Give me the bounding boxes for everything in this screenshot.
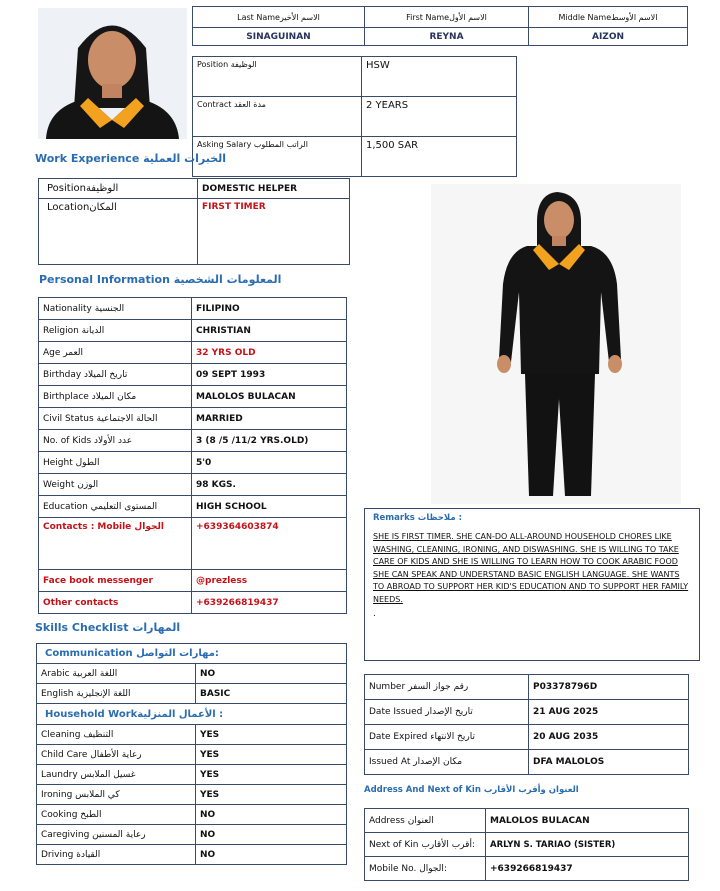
height-value: 5'0 bbox=[192, 452, 347, 474]
ironing-label: Ironing كي الملابس bbox=[37, 785, 196, 805]
date-issued-value: 21 AUG 2025 bbox=[529, 700, 689, 725]
height-label: Height الطول bbox=[39, 452, 192, 474]
address-title: Address And Next of Kin العنوان وأقرب الأقارب bbox=[364, 785, 579, 795]
work-position-label: Positionالوظيفة bbox=[39, 179, 198, 199]
cooking-value: NO bbox=[196, 805, 347, 825]
salary-label: Asking Salary الراتب المطلوب bbox=[193, 137, 362, 177]
salary-value: 1,500 SAR bbox=[362, 137, 517, 177]
address-table bbox=[364, 808, 689, 881]
skills-title: Skills Checklist المهارات bbox=[35, 621, 181, 634]
civil-status-label: Civil Status الحالة الاجتماعية bbox=[39, 408, 192, 430]
other-contacts-label: Other contacts bbox=[39, 592, 192, 614]
first-name-label: First Nameالاسم الأول bbox=[365, 7, 529, 28]
nationality-label: Nationality الجنسية bbox=[39, 298, 192, 320]
driving-value: NO bbox=[196, 845, 347, 865]
last-name-value: SINAGUINAN bbox=[193, 28, 365, 46]
passport-number-value: P03378796D bbox=[529, 675, 689, 700]
age-label: Age العمر bbox=[39, 342, 192, 364]
birthday-label: Birthday تاريخ الميلاد bbox=[39, 364, 192, 386]
middle-name-value: AIZON bbox=[529, 28, 688, 46]
remarks-extra: . bbox=[373, 609, 376, 619]
household-title: Household Workالأعمال المنزلية : bbox=[37, 704, 347, 725]
work-experience-title: Work Experience الخبرات العملية bbox=[35, 152, 227, 165]
caregiving-value: NO bbox=[196, 825, 347, 845]
middle-name-label: Middle Nameالاسم الأوسط bbox=[529, 7, 688, 28]
cleaning-label: Cleaning التنظيف bbox=[37, 725, 196, 745]
english-value: BASIC bbox=[196, 684, 347, 704]
cooking-label: Cooking الطبخ bbox=[37, 805, 196, 825]
first-name-value: REYNA bbox=[365, 28, 529, 46]
work-location-value: FIRST TIMER bbox=[198, 199, 350, 265]
arabic-value: NO bbox=[196, 664, 347, 684]
date-expired-label: Date Expired تاريخ الانتهاء bbox=[365, 725, 529, 750]
education-label: Education المستوى التعليمي bbox=[39, 496, 192, 518]
caregiving-label: Caregiving رعاية المسنين bbox=[37, 825, 196, 845]
passport-table bbox=[364, 674, 689, 775]
headshot-photo bbox=[38, 8, 187, 139]
birthday-value: 09 SEPT 1993 bbox=[192, 364, 347, 386]
name-table bbox=[192, 6, 688, 46]
contract-value: 2 YEARS bbox=[362, 97, 517, 137]
communication-title: Communication مهارات التواصل: bbox=[37, 644, 347, 664]
driving-label: Driving القيادة bbox=[37, 845, 196, 865]
ironing-value: YES bbox=[196, 785, 347, 805]
address-label: Address العنوان bbox=[365, 809, 486, 833]
religion-value: CHRISTIAN bbox=[192, 320, 347, 342]
religion-label: Religion الديانة bbox=[39, 320, 192, 342]
personal-info-table bbox=[38, 297, 347, 614]
laundry-value: YES bbox=[196, 765, 347, 785]
contacts-value: +639364603874 bbox=[192, 518, 347, 570]
next-of-kin-label: Next of Kin أقرب الأقارب: bbox=[365, 833, 486, 857]
education-value: HIGH SCHOOL bbox=[192, 496, 347, 518]
job-table bbox=[192, 56, 517, 177]
arabic-label: Arabic اللغة العربية bbox=[37, 664, 196, 684]
birthplace-label: Birthplace مكان الميلاد bbox=[39, 386, 192, 408]
facebook-label: Face book messenger bbox=[39, 570, 192, 592]
position-value: HSW bbox=[362, 57, 517, 97]
facebook-value: @prezless bbox=[192, 570, 347, 592]
age-value: 32 YRS OLD bbox=[192, 342, 347, 364]
weight-value: 98 KGS. bbox=[192, 474, 347, 496]
personal-info-title: Personal Information المعلومات الشخصية bbox=[39, 273, 282, 286]
remarks-text: SHE IS FIRST TIMER. SHE CAN-DO ALL-AROUND HOUSEHOLD CHORES LIKE WASHING, CLEANING, IRONING, AND DISWASHING. SHE IS WILLING TO TAKE CARE OF KIDS AND SHE IS WILLING TO LEARN HOW TO COOK ARABIC FOOD SHE CAN SPEAK AND UNDERSTAND BASIC ENGLISH LANGUAGE. SHE WANTS TO ABROAD TO SUPPORT HER KID'S EDUCATION AND TO SUPPORT HER FAMILY NEEDS. bbox=[373, 532, 689, 604]
mobile-value: +639266819437 bbox=[486, 857, 689, 881]
full-body-photo bbox=[431, 184, 681, 504]
next-of-kin-value: ARLYN S. TARIAO (SISTER) bbox=[486, 833, 689, 857]
work-position-value: DOMESTIC HELPER bbox=[198, 179, 350, 199]
last-name-label: Last Nameالاسم الأخير bbox=[193, 7, 365, 28]
issued-at-label: Issued At مكان الإصدار bbox=[365, 750, 529, 775]
contacts-label: Contacts : Mobile الجوال bbox=[39, 518, 192, 570]
remarks-label: Remarks ملاحظات : bbox=[373, 513, 462, 523]
address-value: MALOLOS BULACAN bbox=[486, 809, 689, 833]
work-experience-table bbox=[38, 178, 350, 265]
child-care-value: YES bbox=[196, 745, 347, 765]
nationality-value: FILIPINO bbox=[192, 298, 347, 320]
child-care-label: Child Care رعاية الأطفال bbox=[37, 745, 196, 765]
work-location-label: Locationالمكان bbox=[39, 199, 198, 265]
date-expired-value: 20 AUG 2035 bbox=[529, 725, 689, 750]
birthplace-value: MALOLOS BULACAN bbox=[192, 386, 347, 408]
skills-table bbox=[36, 643, 347, 865]
civil-status-value: MARRIED bbox=[192, 408, 347, 430]
kids-label: No. of Kids عدد الأولاد bbox=[39, 430, 192, 452]
mobile-label: Mobile No. الجوال: bbox=[365, 857, 486, 881]
other-contacts-value: +639266819437 bbox=[192, 592, 347, 614]
issued-at-value: DFA MALOLOS bbox=[529, 750, 689, 775]
remarks-box bbox=[364, 508, 700, 661]
english-label: English اللغة الإنجليزية bbox=[37, 684, 196, 704]
contract-label: Contract مدة العقد bbox=[193, 97, 362, 137]
position-label: Position الوظيفة bbox=[193, 57, 362, 97]
weight-label: Weight الوزن bbox=[39, 474, 192, 496]
cleaning-value: YES bbox=[196, 725, 347, 745]
passport-number-label: Number رقم جواز السفر bbox=[365, 675, 529, 700]
laundry-label: Laundry غسيل الملابس bbox=[37, 765, 196, 785]
kids-value: 3 (8 /5 /11/2 YRS.OLD) bbox=[192, 430, 347, 452]
date-issued-label: Date Issued تاريخ الإصدار bbox=[365, 700, 529, 725]
